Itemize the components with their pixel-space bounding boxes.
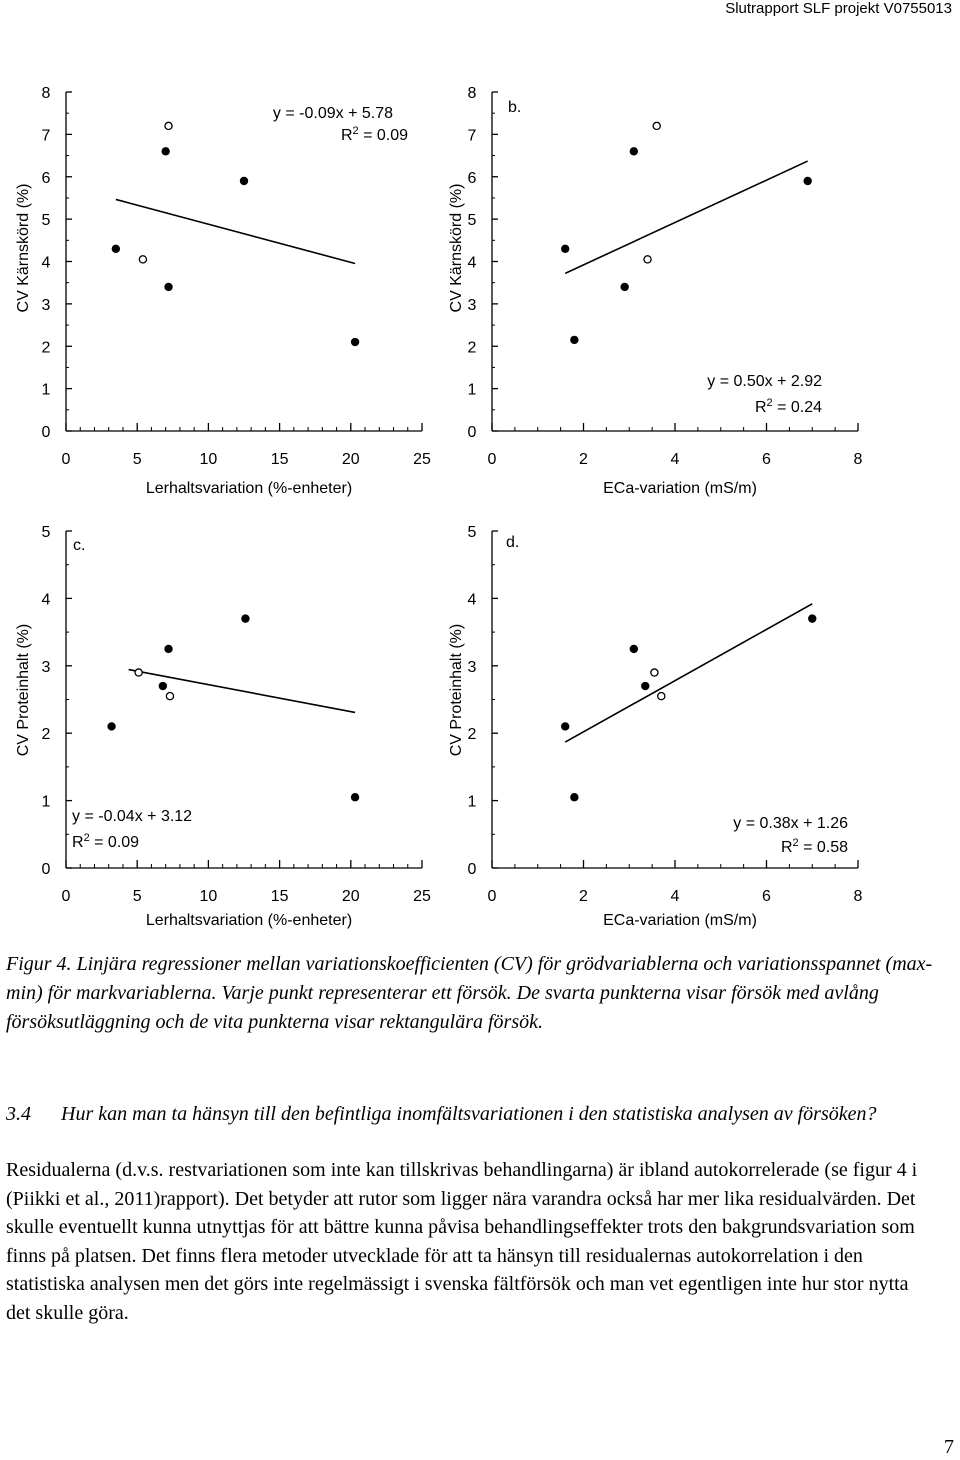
y-tick-label: 6 xyxy=(467,169,477,187)
r-squared: $R^2 = 0.24$ xyxy=(754,397,822,416)
x-tick-label: 25 xyxy=(413,888,431,905)
regression-equation: y = -0.09x + 5.78 xyxy=(272,105,393,122)
y-tick-label: 1 xyxy=(467,381,477,399)
section-number: 3.4 xyxy=(6,1103,31,1125)
y-tick-label: 2 xyxy=(467,339,477,357)
body-paragraph: Residualerna (d.v.s. restvariationen som inte kan tillskrivas behandlingarna) är ibland autokorrelerade (se figur 4 i (Piikki et al., 2011)rapport). Det betyder att rutor som ligger nära varandra också har mer lika residualvärden. Det skulle eventuellt kunna utnyttjas för att bättre kunna påvisa behandlingseffekter trots den bakgrundsvariation som finns på platsen. Det finns flera metoder utvecklade för att ta hänsyn till residualernas autokorrelation i den statistiska analysen men det görs inte regelmässigt i svenska fältförsök och man vet egentligen inte hur stor nytta det skulle göra. xyxy=(6,1159,918,1324)
regression-equation: y = -0.04x + 3.12 xyxy=(72,808,193,825)
y-tick-label: 8 xyxy=(467,85,477,102)
point-open xyxy=(653,122,660,129)
r-squared: $R^2 = 0.09$ xyxy=(340,125,408,144)
x-tick-label: 10 xyxy=(199,451,218,468)
x-tick-label: 8 xyxy=(853,888,863,905)
x-tick-label: 0 xyxy=(61,451,71,468)
point-filled xyxy=(159,682,167,690)
x-tick-label: 2 xyxy=(579,451,588,468)
x-tick-label: 2 xyxy=(579,888,588,905)
point-filled xyxy=(620,283,628,291)
x-tick-label: 4 xyxy=(670,888,680,905)
y-tick-label: 8 xyxy=(41,85,51,102)
point-filled xyxy=(630,147,638,155)
x-tick-label: 10 xyxy=(199,888,218,905)
x-tick-label: 6 xyxy=(762,451,771,468)
y-tick-label: 4 xyxy=(467,254,477,272)
x-tick-label: 8 xyxy=(853,451,863,468)
y-tick-label: 1 xyxy=(41,381,51,399)
x-tick-label: 0 xyxy=(487,451,497,468)
y-axis-label: CV Kärnskörd (%) xyxy=(15,183,32,313)
panel-label: c. xyxy=(73,537,86,554)
y-tick-label: 7 xyxy=(41,127,51,145)
report-header: Slutrapport SLF projekt V0755013 xyxy=(725,0,952,17)
x-axis-label: Lerhaltsvariation (%-enheter) xyxy=(145,912,353,929)
y-tick-label: 4 xyxy=(41,591,51,609)
point-filled xyxy=(161,147,169,155)
x-tick-label: 20 xyxy=(341,451,360,468)
point-open xyxy=(651,669,658,676)
y-tick-label: 5 xyxy=(467,524,477,541)
x-tick-label: 20 xyxy=(341,888,360,905)
y-tick-label: 7 xyxy=(467,127,477,145)
point-open xyxy=(165,122,172,129)
point-filled xyxy=(351,793,359,801)
point-filled xyxy=(570,793,578,801)
y-tick-label: 4 xyxy=(41,254,51,272)
y-tick-label: 5 xyxy=(467,212,477,230)
y-tick-label: 1 xyxy=(467,793,477,811)
point-filled xyxy=(561,722,569,730)
point-filled xyxy=(351,338,359,346)
x-tick-label: 0 xyxy=(61,888,71,905)
y-tick-label: 6 xyxy=(41,169,51,187)
point-filled xyxy=(570,336,578,344)
point-open xyxy=(135,669,142,676)
y-tick-label: 1 xyxy=(41,793,51,811)
page-number: 7 xyxy=(944,1436,954,1458)
point-filled xyxy=(641,682,649,690)
x-axis-label: ECa-variation (mS/m) xyxy=(603,480,757,497)
panel-label: b. xyxy=(508,99,522,116)
x-tick-label: 6 xyxy=(762,888,771,905)
x-tick-label: 5 xyxy=(132,451,142,468)
trend-line xyxy=(565,161,807,273)
y-tick-label: 0 xyxy=(41,424,51,441)
point-filled xyxy=(561,245,569,253)
y-axis-label: CV Proteinhalt (%) xyxy=(448,623,465,757)
figure-caption xyxy=(6,950,936,1037)
x-tick-label: 15 xyxy=(270,451,289,468)
y-tick-label: 4 xyxy=(467,591,477,609)
y-tick-label: 5 xyxy=(41,524,51,541)
y-tick-label: 0 xyxy=(41,861,51,878)
y-tick-label: 5 xyxy=(41,212,51,230)
panel-label: d. xyxy=(506,534,520,551)
point-filled xyxy=(630,645,638,653)
x-tick-label: 5 xyxy=(132,888,142,905)
point-filled xyxy=(241,614,249,622)
trend-line xyxy=(565,604,812,742)
point-open xyxy=(644,256,651,263)
x-axis-label: ECa-variation (mS/m) xyxy=(603,912,757,929)
point-filled xyxy=(803,177,811,185)
y-tick-label: 3 xyxy=(41,658,51,676)
point-filled xyxy=(240,177,248,185)
y-tick-label: 2 xyxy=(41,726,51,744)
regression-equation: y = 0.50x + 2.92 xyxy=(707,373,822,390)
x-tick-label: 0 xyxy=(487,888,497,905)
x-tick-label: 15 xyxy=(270,888,289,905)
y-tick-label: 3 xyxy=(41,296,51,314)
point-filled xyxy=(164,645,172,653)
y-tick-label: 0 xyxy=(467,861,477,878)
trend-line xyxy=(129,670,355,713)
section-heading xyxy=(6,1100,946,1129)
point-open xyxy=(166,693,173,700)
section-title: Hur kan man ta hänsyn till den befintliga inomfältsvariationen i den statistiska analysen av försöken? xyxy=(61,1103,877,1125)
x-tick-label: 4 xyxy=(670,451,680,468)
x-axis-label: Lerhaltsvariation (%-enheter) xyxy=(145,480,353,497)
point-filled xyxy=(107,722,115,730)
y-axis-label: CV Proteinhalt (%) xyxy=(15,623,32,757)
caption-text: Linjära regressioner mellan variationskoefficienten (CV) för grödvariablerna och variationsspannet (max-min) för markvariablerna. Varje punkt representerar ett försök. De svarta punkterna visar försök med avlång försöksutläggning och de vita punkterna visar rektangulära försök. xyxy=(6,953,933,1033)
point-open xyxy=(139,256,146,263)
x-tick-label: 25 xyxy=(413,451,431,468)
regression-equation: y = 0.38x + 1.26 xyxy=(733,815,848,832)
point-filled xyxy=(164,283,172,291)
r-squared: $R^2 = 0.58$ xyxy=(780,837,848,856)
point-filled xyxy=(112,245,120,253)
caption-label: Figur 4. xyxy=(6,953,72,975)
y-tick-label: 2 xyxy=(467,726,477,744)
y-tick-label: 0 xyxy=(467,424,477,441)
y-tick-label: 2 xyxy=(41,339,51,357)
r-squared: $R^2 = 0.09$ xyxy=(72,832,140,851)
trend-line xyxy=(116,199,355,263)
y-axis-label: CV Kärnskörd (%) xyxy=(448,183,465,313)
y-tick-label: 3 xyxy=(467,296,477,314)
y-tick-label: 3 xyxy=(467,658,477,676)
point-open xyxy=(658,693,665,700)
point-filled xyxy=(808,614,816,622)
